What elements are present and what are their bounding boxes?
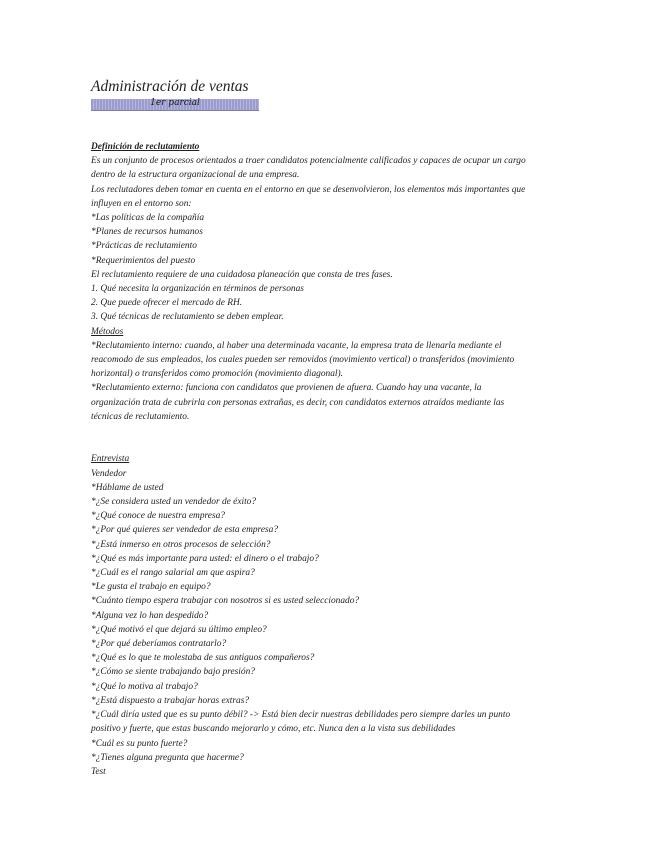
list-item: *Alguna vez lo han despedido? — [91, 610, 209, 621]
list-item: *¿Cómo se siente trabajando bajo presión? — [91, 667, 255, 678]
subtitle-text: 1er parcial — [150, 98, 200, 108]
list-item: *Prácticas de reclutamiento — [91, 241, 197, 252]
body-line: reacomodo de sus empleados, los cuales pueden ser removidos (movimiento vertical) o transferidos (movimiento — [91, 355, 515, 366]
section-heading-entrevista: Entrevista — [91, 454, 130, 465]
list-item: *¿Está dispuesto a trabajar horas extras? — [91, 695, 250, 706]
body-line: técnicas de reclutamiento. — [91, 411, 190, 422]
list-item: *¿Qué es lo que te molestaba de sus antiguos compañeros? — [91, 653, 315, 664]
body-line: *Reclutamiento externo: funciona con candidatos que provienen de afuera. Cuando hay una vacante, la — [91, 383, 482, 394]
paragraph-gap — [91, 438, 571, 452]
list-item: *¿Qué es más importante para usted: el dinero o el trabajo? — [91, 553, 319, 564]
list-item: 3. Qué técnicas de reclutamiento se deben emplear. — [91, 312, 284, 323]
list-item: *¿Por qué deberíamos contratarlo? — [91, 639, 227, 650]
body-line: horizontal) o transferidos como promoción (movimiento diagonal). — [91, 369, 343, 380]
list-item: *Háblame de usted — [91, 482, 164, 493]
document-body — [91, 140, 571, 779]
list-item: *Planes de recursos humanos — [91, 227, 203, 238]
body-line: *Reclutamiento interno: cuando, al haber una determinada vacante, la empresa trata de llenarla mediante el — [91, 340, 502, 351]
list-item: 2. Que puede ofrecer el mercado de RH. — [91, 298, 243, 309]
body-line: Los reclutadores deben tomar en cuenta en el entorno en que se desenvolvieron, los elementos más importantes que — [91, 184, 526, 195]
body-line: positivo y fuerte, que estas buscando mejorarlo y cómo, etc. Nunca den a la vista sus debilidades — [91, 724, 456, 735]
body-line: dentro de la estructura organizacional de una empresa. — [91, 170, 300, 181]
list-item: *¿Qué lo motiva al trabajo? — [91, 681, 198, 692]
body-line: El reclutamiento requiere de una cuidadosa planeación que consta de tres fases. — [91, 269, 393, 280]
list-item: *Cuánto tiempo espera trabajar con nosotros si es usted seleccionado? — [91, 596, 360, 607]
list-item: *¿Qué motivó el que dejará su último empleo? — [91, 624, 267, 635]
list-item: *¿Por qué quieres ser vendedor de esta empresa? — [91, 525, 279, 536]
list-item: *¿Tienes alguna pregunta que hacerme? — [91, 752, 244, 763]
body-line: influyen en el entorno son: — [91, 198, 192, 209]
methods-heading: Métodos — [91, 326, 124, 337]
body-line: Test — [91, 766, 106, 777]
subtitle-banner — [91, 99, 259, 111]
list-item: *Cuál es su punto fuerte? — [91, 738, 188, 749]
list-item: 1. Qué necesita la organización en términos de personas — [91, 284, 304, 295]
list-item: *¿Cuál es el rango salarial am que aspira? — [91, 568, 255, 579]
body-line: Es un conjunto de procesos orientados a traer candidatos potencialmente calificados y capaces de ocupar un cargo — [91, 156, 526, 167]
list-item: *Requerimientos del puesto — [91, 255, 196, 266]
list-item: *Le gusta el trabajo en equipo? — [91, 582, 211, 593]
paragraph-gap — [91, 424, 571, 438]
list-item: *¿Cuál diría usted que es su punto débil? -> Está bien decir nuestras debilidades pero siempre darles un punto — [91, 710, 511, 721]
body-line: organización trata de cubrirla con personas extrañas, es decir, con candidatos externos atraídos mediante las — [91, 397, 505, 408]
list-item: *¿Se considera usted un vendedor de éxito? — [91, 497, 257, 508]
section-heading-reclutamiento: Definición de reclutamiento — [91, 142, 200, 152]
list-item: *¿Qué conoce de nuestra empresa? — [91, 511, 225, 522]
list-item: *¿Está inmerso en otros procesos de selección? — [91, 539, 271, 550]
body-line: Vendedor — [91, 468, 127, 479]
list-item: *Las políticas de la compañía — [91, 213, 205, 224]
document-title: Administración de ventas — [91, 78, 249, 95]
